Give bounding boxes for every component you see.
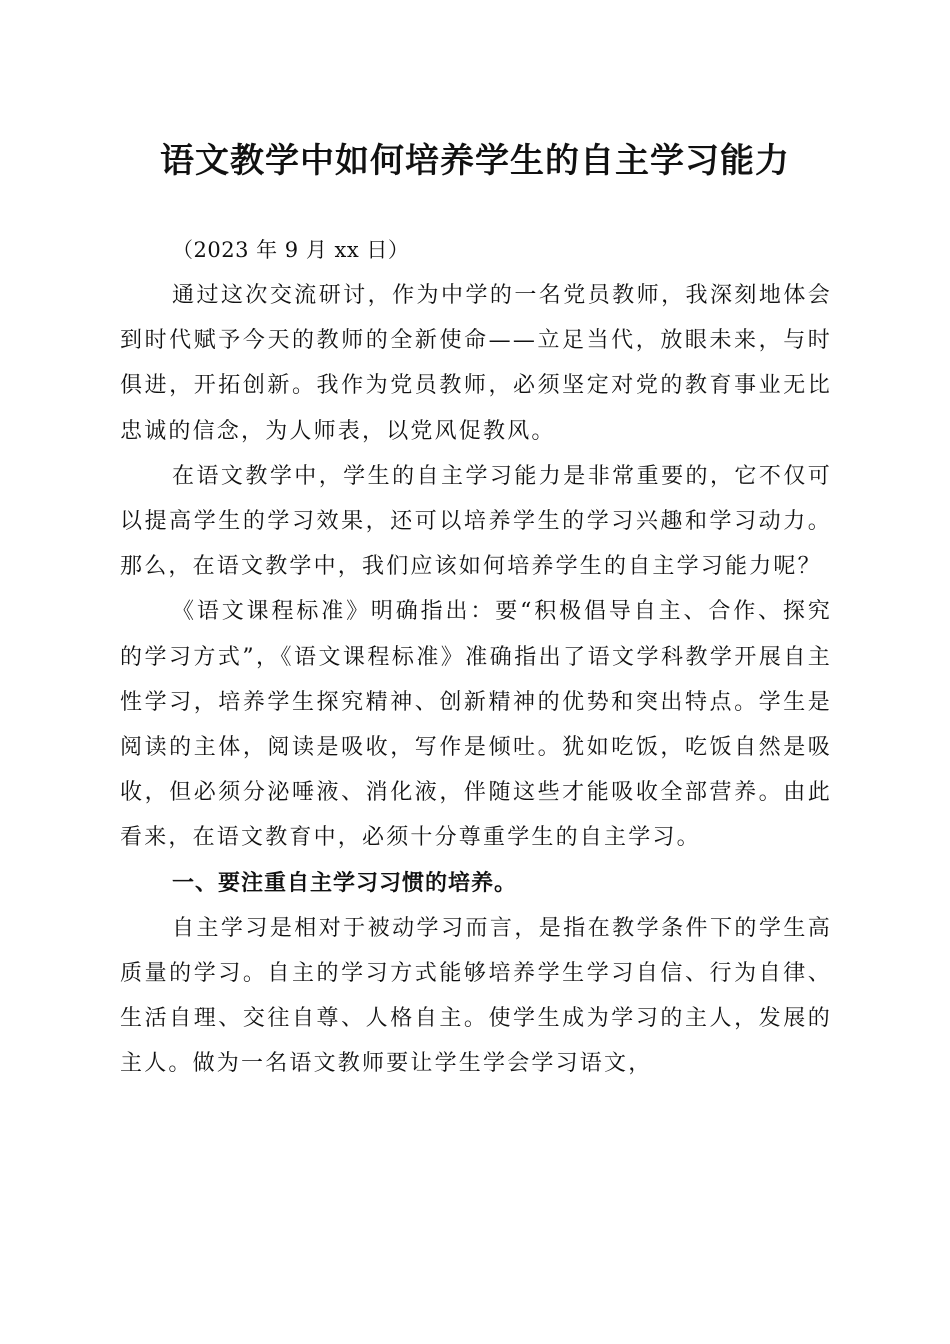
document-date: （2023 年 9 月 xx 日） bbox=[172, 238, 410, 262]
paragraph-intro: 通过这次交流研讨，作为中学的一名党员教师，我深刻地体会到时代赋予今天的教师的全新使命——立足当代，放眼未来，与时俱进，开拓创新。我作为党员教师，必须坚定对党的教育事业无比忠诚的信念，为人师表，以党风促教风。 bbox=[120, 283, 832, 444]
document-body bbox=[120, 228, 832, 1087]
section-heading: 一、要注重自主学习习惯的培养。 bbox=[172, 870, 518, 896]
document-title: 语文教学中如何培养学生的自主学习能力 bbox=[160, 141, 790, 181]
paragraph-curriculum: 《语文课程标准》明确指出：要“积极倡导自主、合作、探究的学习方式”，《语文课程标准》准确指出了语文学科教学开展自主性学习，培养学生探究精神、创新精神的优势和突出特点。学生是阅读的主体，阅读是吸收，写作是倾吐。犹如吃饭，吃饭自然是吸收，但必须分泌唾液、消化液，伴随这些才能吸收全部营养。由此看来，在语文教育中，必须十分尊重学生的自主学习。 bbox=[120, 599, 832, 851]
paragraph-question: 在语文教学中，学生的自主学习能力是非常重要的，它不仅可以提高学生的学习效果，还可以培养学生的学习兴趣和学习动力。那么，在语文教学中，我们应该如何培养学生的自主学习能力呢？ bbox=[120, 463, 832, 580]
paragraph-section-one: 自主学习是相对于被动学习而言，是指在教学条件下的学生高质量的学习。自主的学习方式能够培养学生学习自信、行为自律、生活自理、交往自尊、人格自主。使学生成为学习的主人，发展的主人。做为一名语文教师要让学生学会学习语文， bbox=[120, 915, 832, 1077]
